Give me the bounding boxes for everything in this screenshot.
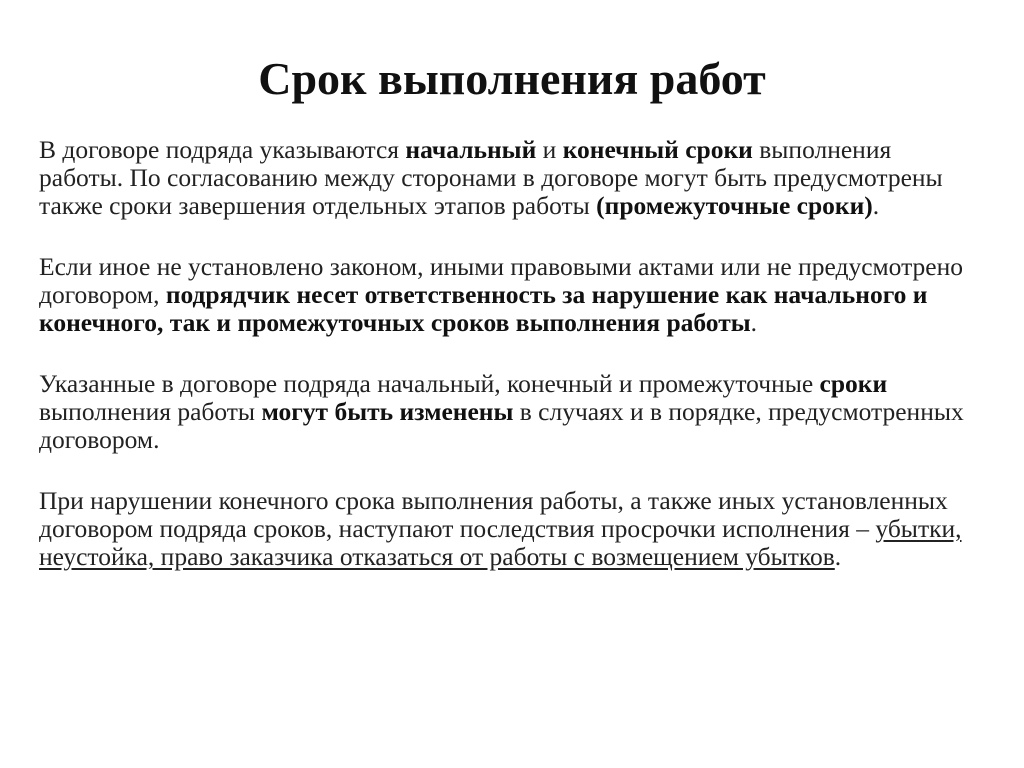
slide-title: Срок выполнения работ <box>258 53 766 104</box>
text-segment: выполнения работы. По согласованию между сторонами в договоре могут быть предусмотрены также сроки завершения отдельных этапов работы <box>39 135 943 220</box>
paragraph-contractor-liability <box>39 253 969 337</box>
slide-body <box>39 136 969 571</box>
paragraph-terms-change <box>39 370 969 454</box>
bold-term: сроки <box>819 369 888 398</box>
text-segment: и <box>536 135 563 164</box>
bold-term: (промежуточные сроки) <box>596 191 873 220</box>
bold-term: конечный сроки <box>562 135 753 164</box>
paragraph-delay-consequences <box>39 487 969 571</box>
bold-term: могут быть изменены <box>261 397 514 426</box>
bold-term: начальный <box>405 135 537 164</box>
text-segment: выполнения работы <box>39 397 262 426</box>
paragraph-initial-final-terms <box>39 136 969 220</box>
text-segment: . <box>750 308 758 337</box>
text-segment: . <box>872 191 880 220</box>
text-segment: Указанные в договоре подряда начальный, конечный и промежуточные <box>39 369 820 398</box>
text-segment: В договоре подряда указываются <box>39 135 406 164</box>
text-segment: Если иное не установлено законом, иными правовыми актами или не предусмотрено договором, <box>39 252 963 309</box>
bold-term: подрядчик несет ответственность за нарушение как начального и конечного, так и промежуточных сроков выполнения работы <box>39 280 928 337</box>
text-segment: в случаях и в порядке, предусмотренных договором. <box>39 397 964 454</box>
underlined-consequences: убытки, неустойка, право заказчика отказаться от работы с возмещением убытков <box>39 514 962 571</box>
text-segment: При нарушении конечного срока выполнения работы, а также иных установленных договором подряда сроков, наступают последствия просрочки исполнения – <box>39 486 948 543</box>
text-segment: . <box>834 542 842 571</box>
